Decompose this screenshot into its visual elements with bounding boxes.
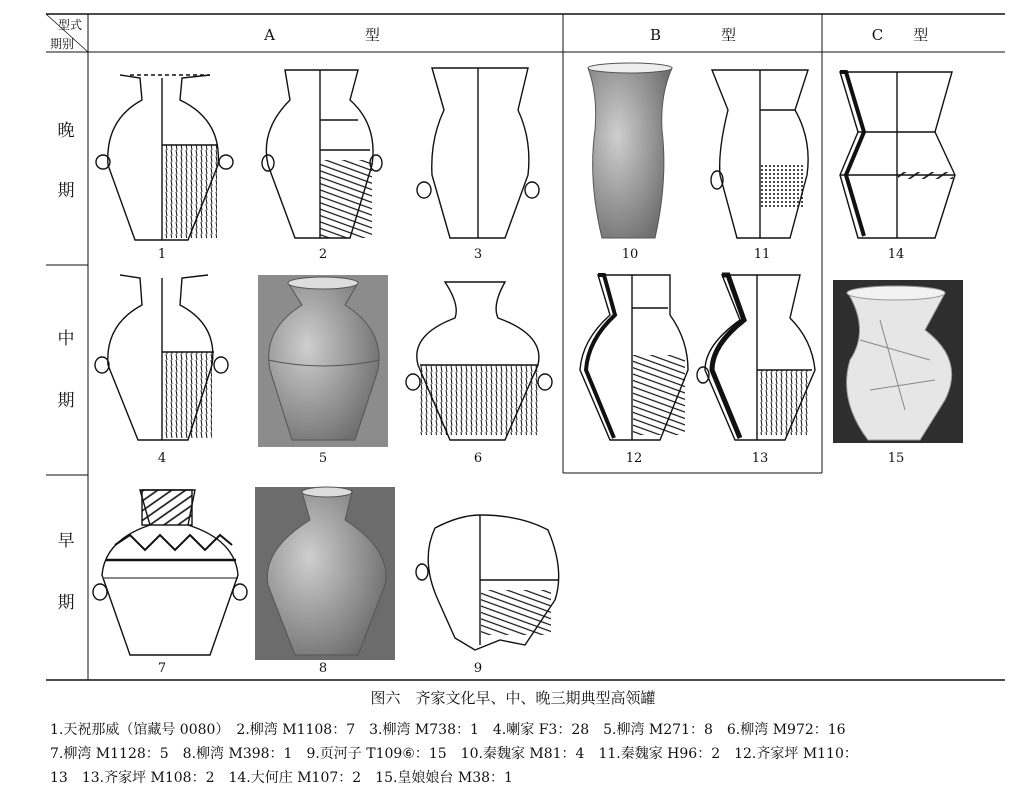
vessel-label-11: 11	[753, 247, 771, 262]
vessel-drawing-12	[580, 275, 688, 440]
vessel-drawing-6	[406, 282, 552, 440]
type-b-header: B 型	[649, 26, 737, 44]
vessel-label-15: 15	[887, 451, 905, 466]
vessel-label-9: 9	[473, 661, 483, 676]
vessel-label-14: 14	[887, 247, 905, 262]
vessel-label-2: 2	[318, 247, 328, 262]
vessel-photo-5	[258, 275, 388, 447]
vessel-drawing-2	[262, 70, 382, 238]
period-middle-char1: 中	[57, 329, 75, 349]
figure-legend: 1.天祝那威（馆藏号 0080） 2.柳湾 M1108：7 3.柳湾 M738：1 4.喇家 F3：28 5.柳湾 M271：8 6.柳湾 M972：16 7.柳湾 M1128：5 8.柳湾 M398：1 9.页河子 T109⑥：15 10.秦魏家 M81：4 11.秦魏家 H96：2 12.齐家坪 M110： 13 13.齐家坪 M108：2 14.大何庄 M107：2 15.皇娘娘台 M38：1	[50, 722, 858, 786]
period-late-char1: 晚	[57, 121, 75, 141]
corner-header-period: 期别	[50, 37, 75, 51]
vessel-label-8: 8	[318, 661, 328, 676]
vessel-label-4: 4	[157, 451, 167, 466]
vessel-photo-8	[255, 487, 395, 660]
period-label-late	[58, 121, 75, 201]
vessel-label-5: 5	[318, 451, 328, 466]
vessel-drawing-4	[95, 275, 228, 440]
vessel-drawing-3	[417, 68, 539, 238]
vessel-drawing-9	[416, 515, 559, 650]
vessel-photo-15	[833, 280, 963, 443]
vessel-drawing-1	[96, 75, 233, 240]
vessel-label-10: 10	[621, 247, 639, 262]
vessel-label-3: 3	[473, 247, 483, 262]
period-middle-char2: 期	[57, 391, 75, 411]
figure-caption: 图六 齐家文化早、中、晚三期典型高领罐	[370, 689, 656, 707]
vessel-label-1: 1	[157, 247, 167, 262]
type-a-header: A 型	[264, 26, 380, 44]
corner-header-type: 型式	[57, 18, 82, 32]
period-early-char1: 早	[57, 531, 75, 551]
period-label-early	[58, 531, 75, 613]
vessel-label-6: 6	[473, 451, 483, 466]
vessel-label-13: 13	[751, 451, 769, 466]
vessel-drawing-14	[840, 72, 955, 238]
vessel-label-12: 12	[625, 451, 643, 466]
period-late-char2: 期	[57, 181, 75, 201]
vessel-label-7: 7	[157, 661, 167, 676]
vessel-drawing-13	[697, 275, 815, 440]
vessel-drawing-7	[93, 490, 247, 655]
vessel-drawing-11	[711, 70, 808, 238]
period-label-middle	[58, 329, 75, 411]
period-early-char2: 期	[57, 593, 75, 613]
vessel-photo-10	[588, 63, 672, 238]
type-c-header: C 型	[871, 26, 929, 44]
